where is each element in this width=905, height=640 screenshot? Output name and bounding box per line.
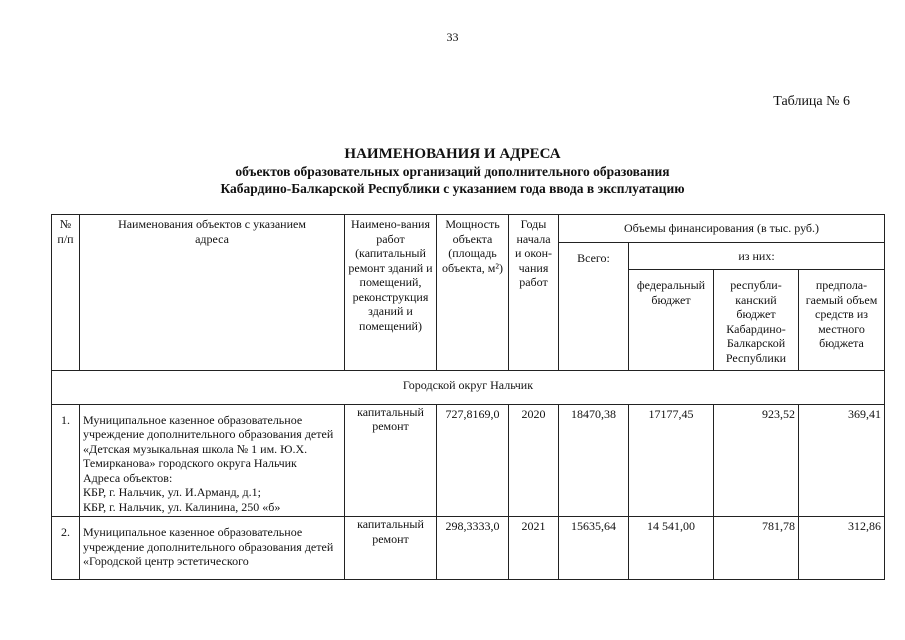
document-heading: [0, 146, 905, 197]
table-row: [52, 404, 885, 517]
row-capacity: 298,3333,0: [437, 517, 509, 580]
row-year: 2021: [509, 517, 559, 580]
col-header-total: Всего:: [559, 242, 629, 371]
objects-table: [51, 214, 885, 580]
section-row: [52, 371, 885, 405]
table-row: [52, 517, 885, 580]
col-header-years: Годы начала и окон-чания работ: [509, 215, 559, 371]
row-work: капитальный ремонт: [345, 517, 437, 580]
row-address-2: КБР, г. Нальчик, ул. Калинина, 250 «б»: [83, 499, 281, 514]
col-header-of-which: из них:: [629, 242, 885, 270]
row-total: 15635,64: [559, 517, 629, 580]
row-local: 312,86: [799, 517, 885, 580]
row-name: Муниципальное казенное образовательное учреждение дополнительного образования детей «Городской центр эстетического: [80, 517, 345, 580]
table-label: Таблица № 6: [773, 94, 850, 109]
row-total: 18470,38: [559, 404, 629, 517]
row-address-label: Адреса объектов:: [83, 470, 173, 485]
row-num: 2.: [52, 517, 80, 580]
row-name: [80, 404, 345, 517]
row-address-1: КБР, г. Нальчик, ул. И.Арманд, д.1;: [83, 485, 261, 499]
row-year: 2020: [509, 404, 559, 517]
row-work: капитальный ремонт: [345, 404, 437, 517]
heading-title: НАИМЕНОВАНИЯ И АДРЕСА: [344, 146, 561, 162]
col-header-capacity: Мощность объекта (площадь объекта, м²): [437, 215, 509, 371]
header-row: [52, 215, 885, 243]
col-header-local: предпола-гаемый объем средств из местного бюджета: [799, 270, 885, 371]
row-num: 1.: [52, 404, 80, 517]
row-federal: 14 541,00: [629, 517, 714, 580]
row-federal: 17177,45: [629, 404, 714, 517]
page-number: 33: [446, 30, 459, 44]
col-header-name: Наименования объектов с указанием адреса: [80, 215, 345, 371]
row-republic: 781,78: [714, 517, 799, 580]
heading-subtitle: объектов образовательных организаций дополнительного образования: [235, 164, 670, 179]
heading-subtitle-2: Кабардино-Балкарской Республики с указанием года ввода в эксплуатацию: [220, 181, 685, 196]
row-capacity: 727,8169,0: [437, 404, 509, 517]
section-title: Городской округ Нальчик: [52, 371, 885, 405]
col-header-num: № п/п: [52, 215, 80, 371]
col-header-work: Наимено-вания работ (капитальный ремонт зданий и помещений, реконструкция зданий и помещений): [345, 215, 437, 371]
col-header-federal: федеральный бюджет: [629, 270, 714, 371]
col-header-republic: республи-канский бюджет Кабардино-Балкарской Республики: [714, 270, 799, 371]
row-name-text: Муниципальное казенное образовательное учреждение дополнительного образования детей «Детская музыкальная школа № 1 им. Ю.Х. Темирканова» городского округа Нальчик: [83, 412, 334, 470]
row-local: 369,41: [799, 404, 885, 517]
col-header-funding: Объемы финансирования (в тыс. руб.): [559, 215, 885, 243]
row-republic: 923,52: [714, 404, 799, 517]
